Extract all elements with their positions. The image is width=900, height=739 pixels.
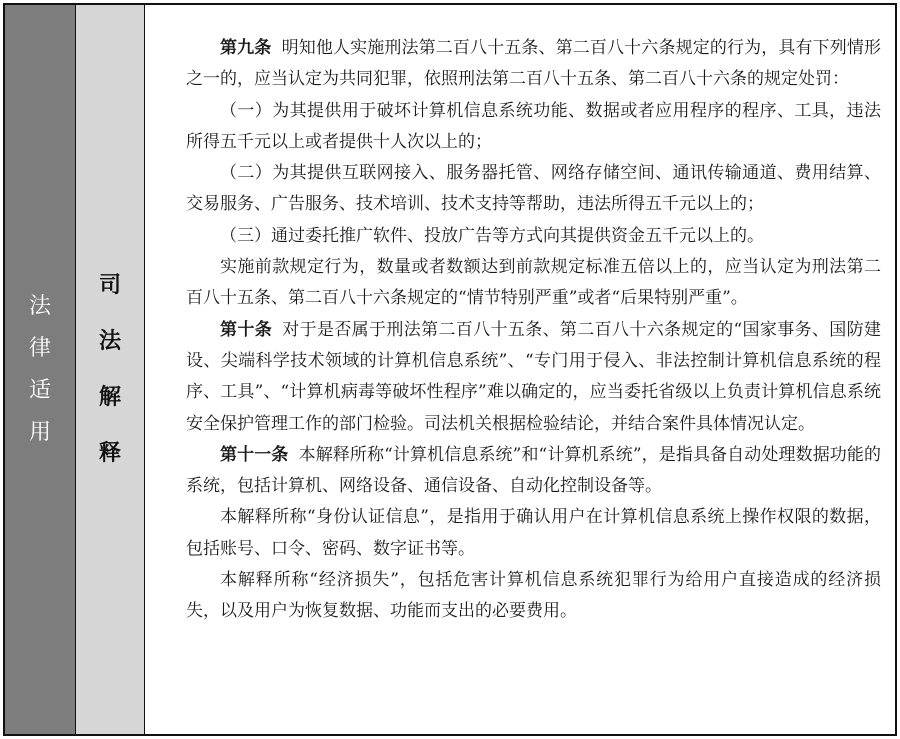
category-char: 律	[28, 335, 51, 361]
paragraph-text: （三）通过委托推广软件、投放广告等方式向其提供资金五千元以上的。	[220, 225, 764, 246]
paragraph	[186, 158, 881, 221]
category-column	[5, 5, 76, 734]
category-char: 用	[28, 419, 51, 445]
paragraph-text: （二）为其提供互联网接入、服务器托管、网络存储空间、通讯传输通道、费用结算、交易服务、广告服务、技术培训、技术支持等帮助，违法所得五千元以上的；	[186, 163, 881, 215]
paragraph	[186, 315, 881, 440]
subcategory-column	[76, 5, 145, 734]
article-content	[145, 5, 895, 734]
category-char: 适	[28, 377, 51, 403]
paragraph-text: 本解释所称“计算机信息系统”和“计算机系统”，是指具备自动处理数据功能的系统，包括计算机、网络设备、通信设备、自动化控制设备等。	[186, 444, 882, 497]
paragraph	[186, 565, 881, 628]
category-label	[29, 286, 51, 454]
paragraph-text: 明知他人实施刑法第二百八十五条、第二百八十六条规定的行为，具有下列情形之一的，应当认定为共同犯罪，依照刑法第二百八十五条、第二百八十六条的规定处罚：	[186, 38, 881, 90]
paragraph-text: 本解释所称“身份认证信息”，是指用于确认用户在计算机信息系统上操作权限的数据，包括账号、口令、密码、数字证书等。	[186, 507, 881, 559]
article-heading: 第十一条	[220, 444, 289, 465]
category-char: 法	[28, 293, 51, 319]
paragraph	[186, 440, 881, 503]
subcategory-char: 司	[98, 272, 121, 298]
paragraph-text: 本解释所称“经济损失”，包括危害计算机信息系统犯罪行为给用户直接造成的经济损失，以及用户为恢复数据、功能而支出的必要费用。	[186, 570, 881, 622]
paragraph-text: 实施前款规定行为，数量或者数额达到前款规定标准五倍以上的，应当认定为刑法第二百八十五条、第二百八十六条规定的“情节特别严重”或者“后果特别严重”。	[186, 257, 881, 309]
subcategory-char: 释	[98, 440, 121, 466]
paragraph-text: 对于是否属于刑法第二百八十五条、第二百八十六条规定的“国家事务、国防建设、尖端科学技术领域的计算机信息系统”、“专门用于侵入、非法控制计算机信息系统的程序、工具”、“计算机病毒等破坏性程序”难以确定的，应当委托省级以上负责计算机信息系统安全保护管理工作的部门检验。司法机关根据检验结论，并结合案件具体情况认定。	[186, 319, 882, 434]
subcategory-label	[99, 258, 121, 482]
paragraph	[186, 221, 881, 252]
paragraph	[186, 252, 881, 315]
law-table	[3, 3, 897, 736]
paragraph-text: （一）为其提供用于破坏计算机信息系统功能、数据或者应用程序的程序、工具，违法所得五千元以上或者提供十人次以上的；	[186, 100, 881, 152]
article-heading: 第九条	[220, 38, 272, 58]
paragraph	[186, 33, 881, 96]
paragraph	[186, 96, 881, 159]
paragraph	[186, 502, 881, 565]
article-heading: 第十条	[220, 319, 273, 340]
subcategory-char: 解	[98, 384, 121, 410]
subcategory-char: 法	[98, 328, 121, 354]
